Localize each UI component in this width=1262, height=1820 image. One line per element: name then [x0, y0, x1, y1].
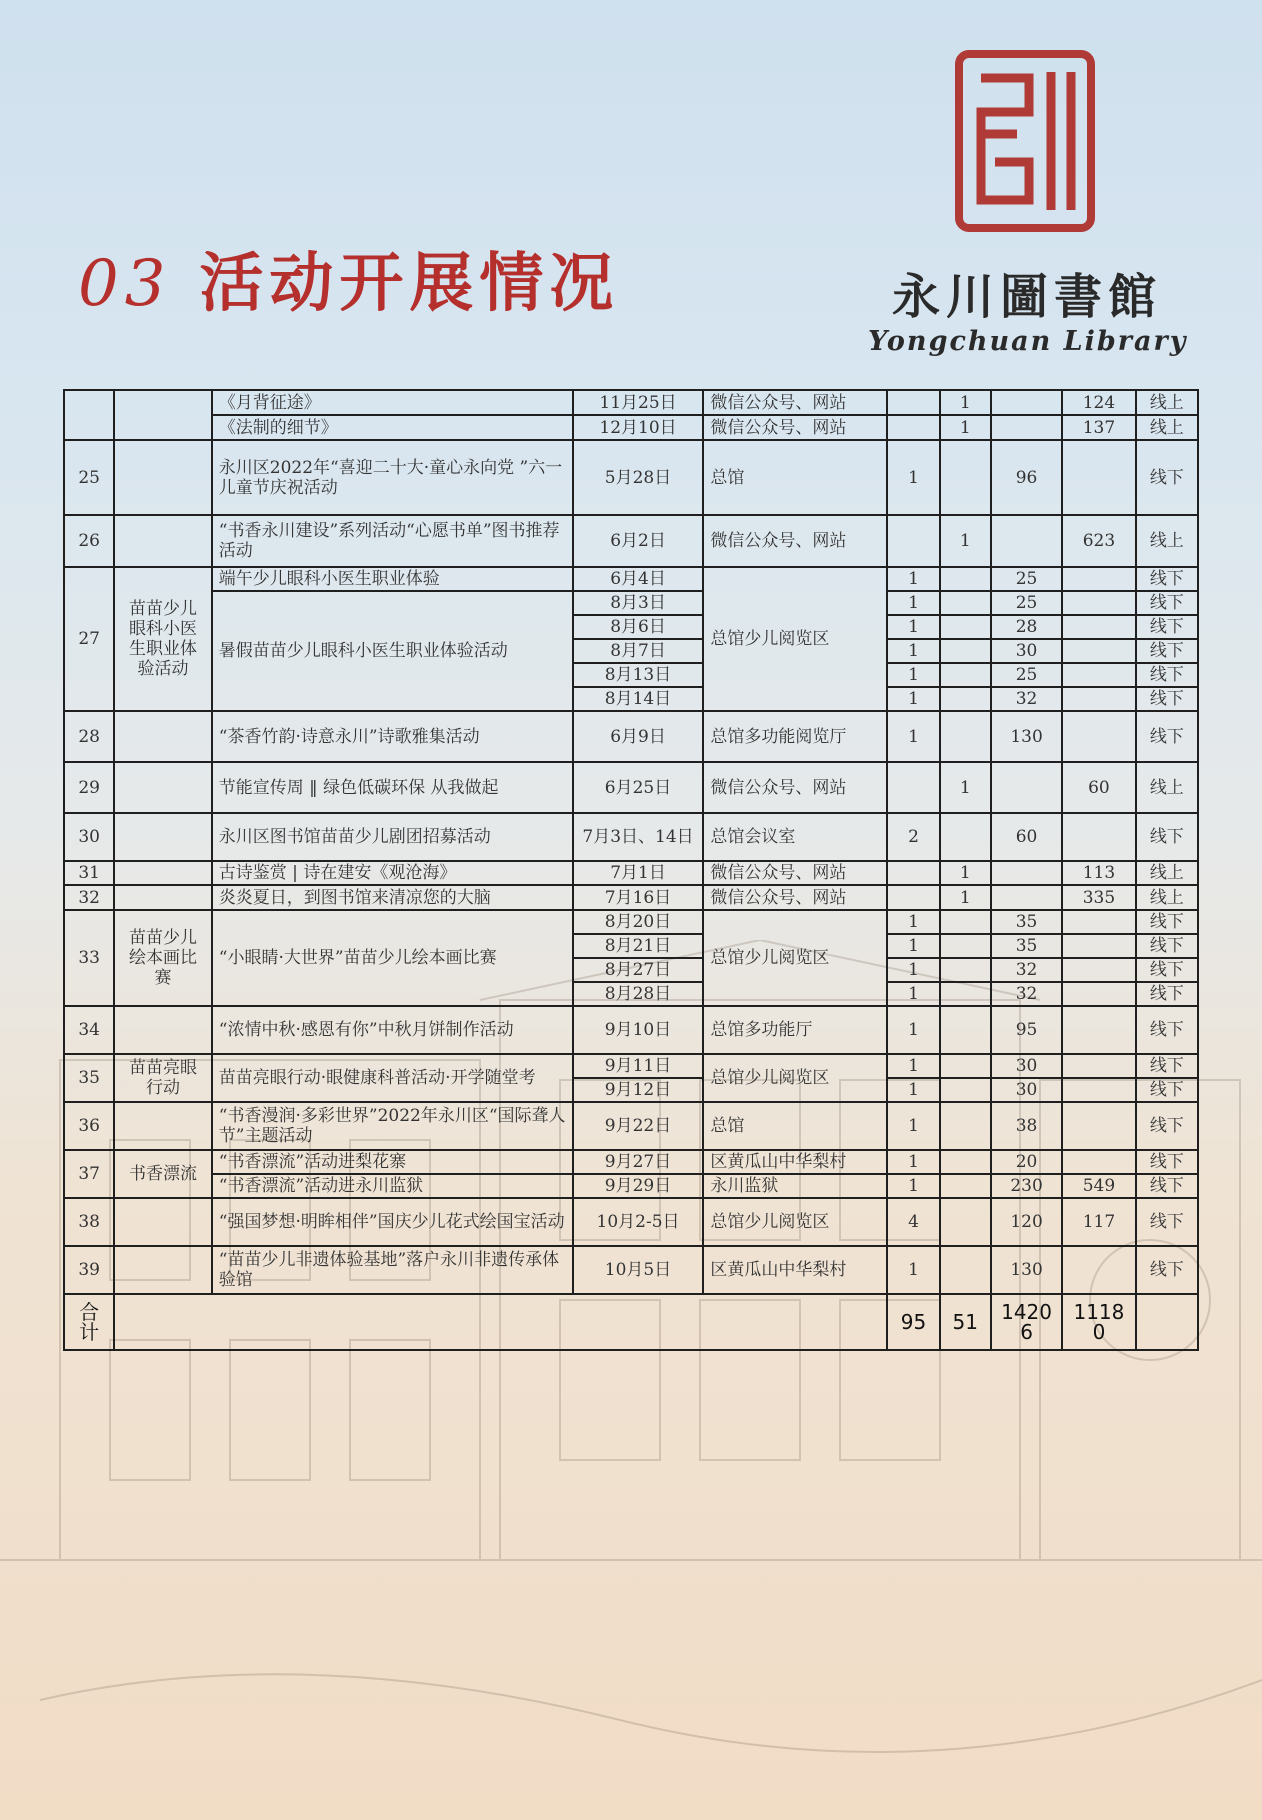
cell-category: 苗苗亮眼行动 — [114, 1054, 212, 1102]
cell-date: 10月5日 — [573, 1246, 704, 1294]
cell-no — [64, 390, 114, 440]
cell-online-count — [940, 1078, 991, 1102]
cell-offline-count — [887, 415, 939, 440]
cell-date: 9月22日 — [573, 1102, 704, 1150]
cell-mode: 线上 — [1136, 415, 1198, 440]
cell-no: 28 — [64, 711, 114, 762]
table-row — [64, 1198, 1198, 1246]
cell-venue: 总馆 — [703, 1102, 887, 1150]
cell-offline-count: 1 — [887, 1174, 939, 1198]
cell-offline-people: 32 — [991, 687, 1062, 711]
cell-offline-people: 30 — [991, 1054, 1062, 1078]
cell-offline-count: 1 — [887, 1006, 939, 1054]
cell-online-people — [1062, 440, 1135, 515]
cell-venue: 总馆多功能厅 — [703, 1006, 887, 1054]
cell-no: 26 — [64, 515, 114, 567]
cell-activity-name: “苗苗少儿非遗体验基地”落户永川非遗传承体验馆 — [212, 1246, 573, 1294]
cell-category: 书香漂流 — [114, 1150, 212, 1198]
cell-online-people — [1062, 1054, 1135, 1078]
cell-offline-people: 95 — [991, 1006, 1062, 1054]
cell-online-people — [1062, 1102, 1135, 1150]
cell-date: 8月27日 — [573, 958, 704, 982]
cell-online-count — [940, 1102, 991, 1150]
cell-activity-name: “浓情中秋·感恩有你”中秋月饼制作活动 — [212, 1006, 573, 1054]
cell-offline-count: 2 — [887, 813, 939, 861]
cell-no: 39 — [64, 1246, 114, 1294]
total-online-people: 11180 — [1062, 1294, 1135, 1350]
cell-online-people: 335 — [1062, 885, 1135, 910]
cell-activity-name: “书香永川建设”系列活动“心愿书单”图书推荐活动 — [212, 515, 573, 567]
cell-date: 8月28日 — [573, 982, 704, 1006]
cell-online-people — [1062, 958, 1135, 982]
cell-offline-people: 25 — [991, 567, 1062, 591]
cell-online-people — [1062, 591, 1135, 615]
cell-offline-people: 25 — [991, 591, 1062, 615]
cell-online-people — [1062, 1246, 1135, 1294]
cell-online-count — [940, 687, 991, 711]
section-title: 活动开展情况 — [199, 246, 620, 321]
cell-mode: 线上 — [1136, 885, 1198, 910]
cell-offline-count: 1 — [887, 1078, 939, 1102]
library-seal-logo — [955, 50, 1095, 232]
cell-offline-people — [991, 515, 1062, 567]
cell-date: 9月11日 — [573, 1054, 704, 1078]
cell-offline-count: 1 — [887, 1246, 939, 1294]
cell-activity-name: “茶香竹韵·诗意永川”诗歌雅集活动 — [212, 711, 573, 762]
cell-date: 7月16日 — [573, 885, 704, 910]
cell-date: 8月6日 — [573, 615, 704, 639]
cell-offline-count: 1 — [887, 982, 939, 1006]
cell-category — [114, 762, 212, 813]
cell-date: 8月21日 — [573, 934, 704, 958]
cell-offline-people: 30 — [991, 639, 1062, 663]
cell-venue: 微信公众号、网站 — [703, 415, 887, 440]
table-row — [64, 567, 1198, 591]
cell-offline-count: 1 — [887, 1150, 939, 1174]
cell-date: 12月10日 — [573, 415, 704, 440]
table-row — [64, 861, 1198, 885]
cell-category — [114, 1102, 212, 1150]
cell-online-people — [1062, 982, 1135, 1006]
cell-mode: 线上 — [1136, 390, 1198, 415]
cell-date: 6月4日 — [573, 567, 704, 591]
cell-no: 33 — [64, 910, 114, 1006]
cell-venue: 总馆多功能阅览厅 — [703, 711, 887, 762]
cell-offline-people: 130 — [991, 711, 1062, 762]
cell-activity-name: 《法制的细节》 — [212, 415, 573, 440]
cell-online-count — [940, 639, 991, 663]
cell-mode: 线下 — [1136, 1102, 1198, 1150]
cell-venue: 微信公众号、网站 — [703, 515, 887, 567]
cell-offline-people — [991, 415, 1062, 440]
cell-category — [114, 1198, 212, 1246]
cell-activity-name: 永川区图书馆苗苗少儿剧团招募活动 — [212, 813, 573, 861]
table-row — [64, 390, 1198, 415]
cell-venue: 总馆少儿阅览区 — [703, 910, 887, 1006]
cell-online-count — [940, 910, 991, 934]
cell-online-count — [940, 1246, 991, 1294]
cell-online-count — [940, 958, 991, 982]
cell-date: 8月13日 — [573, 663, 704, 687]
cell-offline-people — [991, 885, 1062, 910]
cell-no: 32 — [64, 885, 114, 910]
cell-category — [114, 861, 212, 885]
cell-category — [114, 440, 212, 515]
cell-date: 9月27日 — [573, 1150, 704, 1174]
table-row — [64, 1054, 1198, 1078]
cell-online-people — [1062, 639, 1135, 663]
cell-mode: 线下 — [1136, 982, 1198, 1006]
cell-online-people — [1062, 1150, 1135, 1174]
total-blank-cell — [114, 1294, 887, 1350]
cell-date: 9月12日 — [573, 1078, 704, 1102]
cell-offline-count: 1 — [887, 1102, 939, 1150]
cell-date: 6月2日 — [573, 515, 704, 567]
cell-mode: 线下 — [1136, 440, 1198, 515]
cell-offline-people: 130 — [991, 1246, 1062, 1294]
cell-date: 8月7日 — [573, 639, 704, 663]
cell-online-people — [1062, 910, 1135, 934]
cell-date: 6月9日 — [573, 711, 704, 762]
cell-venue: 微信公众号、网站 — [703, 390, 887, 415]
activity-table — [63, 389, 1199, 1351]
cell-online-people — [1062, 615, 1135, 639]
cell-online-count — [940, 934, 991, 958]
total-mode-cell — [1136, 1294, 1198, 1350]
cell-online-people: 623 — [1062, 515, 1135, 567]
cell-online-count: 1 — [940, 415, 991, 440]
cell-date: 7月1日 — [573, 861, 704, 885]
cell-no: 31 — [64, 861, 114, 885]
cell-online-count — [940, 813, 991, 861]
cell-online-people — [1062, 687, 1135, 711]
table-row — [64, 1006, 1198, 1054]
table-row — [64, 910, 1198, 934]
cell-mode: 线下 — [1136, 1174, 1198, 1198]
cell-online-people: 549 — [1062, 1174, 1135, 1198]
cell-activity-name: “书香漂流”活动进永川监狱 — [212, 1174, 573, 1198]
cell-mode: 线下 — [1136, 591, 1198, 615]
cell-mode: 线下 — [1136, 687, 1198, 711]
cell-offline-people: 60 — [991, 813, 1062, 861]
cell-venue: 区黄瓜山中华梨村 — [703, 1246, 887, 1294]
cell-offline-count — [887, 885, 939, 910]
cell-offline-count: 1 — [887, 440, 939, 515]
cell-offline-count: 1 — [887, 615, 939, 639]
cell-offline-people — [991, 861, 1062, 885]
cell-mode: 线下 — [1136, 1006, 1198, 1054]
cell-offline-count: 1 — [887, 1054, 939, 1078]
cell-mode: 线下 — [1136, 663, 1198, 687]
cell-mode: 线上 — [1136, 515, 1198, 567]
table-row — [64, 1174, 1198, 1198]
cell-date: 6月25日 — [573, 762, 704, 813]
table-row — [64, 440, 1198, 515]
table-row — [64, 813, 1198, 861]
table-row — [64, 885, 1198, 910]
library-logo-english: Yongchuan Library — [868, 326, 1188, 357]
cell-online-people — [1062, 567, 1135, 591]
cell-no: 27 — [64, 567, 114, 711]
cell-venue: 总馆少儿阅览区 — [703, 1054, 887, 1102]
table-row — [64, 1246, 1198, 1294]
cell-offline-people: 32 — [991, 982, 1062, 1006]
cell-category — [114, 1006, 212, 1054]
cell-online-count — [940, 440, 991, 515]
cell-online-count — [940, 591, 991, 615]
cell-online-count — [940, 1150, 991, 1174]
table-row — [64, 762, 1198, 813]
table-row — [64, 1150, 1198, 1174]
cell-date: 5月28日 — [573, 440, 704, 515]
cell-activity-name: 《月背征途》 — [212, 390, 573, 415]
cell-venue: 总馆少儿阅览区 — [703, 1198, 887, 1246]
cell-date: 8月3日 — [573, 591, 704, 615]
cell-online-people — [1062, 663, 1135, 687]
cell-offline-count: 1 — [887, 711, 939, 762]
cell-offline-people: 28 — [991, 615, 1062, 639]
cell-mode: 线下 — [1136, 910, 1198, 934]
cell-category — [114, 813, 212, 861]
cell-offline-count: 1 — [887, 910, 939, 934]
cell-offline-people — [991, 762, 1062, 813]
cell-no: 36 — [64, 1102, 114, 1150]
cell-online-count: 1 — [940, 390, 991, 415]
cell-offline-count: 1 — [887, 958, 939, 982]
cell-no: 25 — [64, 440, 114, 515]
cell-online-people: 60 — [1062, 762, 1135, 813]
cell-date: 10月2-5日 — [573, 1198, 704, 1246]
cell-activity-name: 古诗鉴赏 | 诗在建安《观沧海》 — [212, 861, 573, 885]
cell-offline-people: 20 — [991, 1150, 1062, 1174]
cell-online-count — [940, 982, 991, 1006]
cell-online-count — [940, 663, 991, 687]
cell-venue: 永川监狱 — [703, 1174, 887, 1198]
cell-offline-count: 1 — [887, 934, 939, 958]
cell-activity-name: “强国梦想·明眸相伴”国庆少儿花式绘国宝活动 — [212, 1198, 573, 1246]
cell-mode: 线上 — [1136, 762, 1198, 813]
page-title — [78, 232, 619, 324]
cell-category — [114, 390, 212, 440]
cell-online-people: 124 — [1062, 390, 1135, 415]
cell-offline-people: 32 — [991, 958, 1062, 982]
cell-online-people — [1062, 711, 1135, 762]
cell-offline-count: 1 — [887, 687, 939, 711]
cell-online-count — [940, 615, 991, 639]
cell-category: 苗苗少儿眼科小医生职业体验活动 — [114, 567, 212, 711]
cell-mode: 线下 — [1136, 639, 1198, 663]
cell-offline-count: 1 — [887, 591, 939, 615]
cell-mode: 线下 — [1136, 958, 1198, 982]
cell-category — [114, 1246, 212, 1294]
cell-offline-count: 1 — [887, 567, 939, 591]
cell-mode: 线下 — [1136, 1246, 1198, 1294]
cell-activity-name: 苗苗亮眼行动·眼健康科普活动·开学随堂考 — [212, 1054, 573, 1102]
cell-venue: 总馆会议室 — [703, 813, 887, 861]
cell-date: 9月29日 — [573, 1174, 704, 1198]
cell-no: 34 — [64, 1006, 114, 1054]
cell-venue: 微信公众号、网站 — [703, 885, 887, 910]
total-offline-count: 95 — [887, 1294, 939, 1350]
cell-offline-people: 35 — [991, 934, 1062, 958]
cell-offline-count — [887, 515, 939, 567]
cell-no: 29 — [64, 762, 114, 813]
cell-activity-name: 暑假苗苗少儿眼科小医生职业体验活动 — [212, 591, 573, 711]
cell-offline-count — [887, 762, 939, 813]
table-total-row — [64, 1294, 1198, 1350]
cell-online-people: 137 — [1062, 415, 1135, 440]
cell-offline-count: 1 — [887, 663, 939, 687]
table-row — [64, 415, 1198, 440]
cell-no: 38 — [64, 1198, 114, 1246]
cell-date: 8月20日 — [573, 910, 704, 934]
cell-mode: 线下 — [1136, 1078, 1198, 1102]
cell-date: 9月10日 — [573, 1006, 704, 1054]
cell-category — [114, 515, 212, 567]
cell-category — [114, 711, 212, 762]
total-label: 合计 — [64, 1294, 114, 1350]
section-number: 03 — [78, 247, 172, 321]
cell-online-count — [940, 567, 991, 591]
cell-online-count — [940, 1174, 991, 1198]
cell-mode: 线上 — [1136, 861, 1198, 885]
cell-online-count: 1 — [940, 515, 991, 567]
cell-mode: 线下 — [1136, 615, 1198, 639]
total-offline-people: 14206 — [991, 1294, 1062, 1350]
cell-date: 11月25日 — [573, 390, 704, 415]
cell-venue: 总馆少儿阅览区 — [703, 567, 887, 711]
table-row — [64, 591, 1198, 615]
cell-activity-name: 端午少儿眼科小医生职业体验 — [212, 567, 573, 591]
cell-venue: 微信公众号、网站 — [703, 861, 887, 885]
cell-online-people: 117 — [1062, 1198, 1135, 1246]
cell-offline-people: 96 — [991, 440, 1062, 515]
cell-date: 8月14日 — [573, 687, 704, 711]
cell-activity-name: 炎炎夏日，到图书馆来清凉您的大脑 — [212, 885, 573, 910]
table-row — [64, 515, 1198, 567]
cell-mode: 线下 — [1136, 1054, 1198, 1078]
cell-offline-count: 4 — [887, 1198, 939, 1246]
cell-date: 7月3日、14日 — [573, 813, 704, 861]
cell-no: 30 — [64, 813, 114, 861]
cell-no: 37 — [64, 1150, 114, 1198]
cell-venue: 微信公众号、网站 — [703, 762, 887, 813]
cell-category: 苗苗少儿绘本画比赛 — [114, 910, 212, 1006]
cell-activity-name: “书香漫润·多彩世界”2022年永川区“国际聋人节”主题活动 — [212, 1102, 573, 1150]
cell-mode: 线下 — [1136, 934, 1198, 958]
cell-mode: 线下 — [1136, 1198, 1198, 1246]
cell-offline-people: 230 — [991, 1174, 1062, 1198]
cell-offline-people: 120 — [991, 1198, 1062, 1246]
cell-online-count — [940, 711, 991, 762]
total-online-count: 51 — [940, 1294, 991, 1350]
cell-mode: 线下 — [1136, 567, 1198, 591]
cell-online-people — [1062, 934, 1135, 958]
table-row — [64, 1102, 1198, 1150]
cell-venue: 总馆 — [703, 440, 887, 515]
cell-mode: 线下 — [1136, 1150, 1198, 1174]
cell-online-people: 113 — [1062, 861, 1135, 885]
cell-no: 35 — [64, 1054, 114, 1102]
cell-online-count: 1 — [940, 885, 991, 910]
cell-offline-people: 25 — [991, 663, 1062, 687]
table-row — [64, 711, 1198, 762]
cell-mode: 线下 — [1136, 711, 1198, 762]
cell-offline-people: 38 — [991, 1102, 1062, 1150]
cell-offline-people: 35 — [991, 910, 1062, 934]
cell-offline-people: 30 — [991, 1078, 1062, 1102]
cell-online-count: 1 — [940, 861, 991, 885]
cell-online-people — [1062, 1078, 1135, 1102]
cell-activity-name: “小眼睛·大世界”苗苗少儿绘本画比赛 — [212, 910, 573, 1006]
cell-category — [114, 885, 212, 910]
cell-activity-name: 节能宣传周 ‖ 绿色低碳环保 从我做起 — [212, 762, 573, 813]
cell-online-count — [940, 1006, 991, 1054]
cell-offline-count — [887, 861, 939, 885]
cell-mode: 线下 — [1136, 813, 1198, 861]
cell-online-count — [940, 1054, 991, 1078]
cell-online-count: 1 — [940, 762, 991, 813]
cell-offline-count — [887, 390, 939, 415]
cell-activity-name: 永川区2022年“喜迎二十大·童心永向党 ”六一儿童节庆祝活动 — [212, 440, 573, 515]
cell-activity-name: “书香漂流”活动进梨花寨 — [212, 1150, 573, 1174]
cell-offline-people — [991, 390, 1062, 415]
cell-venue: 区黄瓜山中华梨村 — [703, 1150, 887, 1174]
cell-offline-count: 1 — [887, 639, 939, 663]
cell-online-people — [1062, 813, 1135, 861]
cell-online-count — [940, 1198, 991, 1246]
library-logo-chinese: 永川圖書館 — [892, 269, 1163, 325]
cell-online-people — [1062, 1006, 1135, 1054]
